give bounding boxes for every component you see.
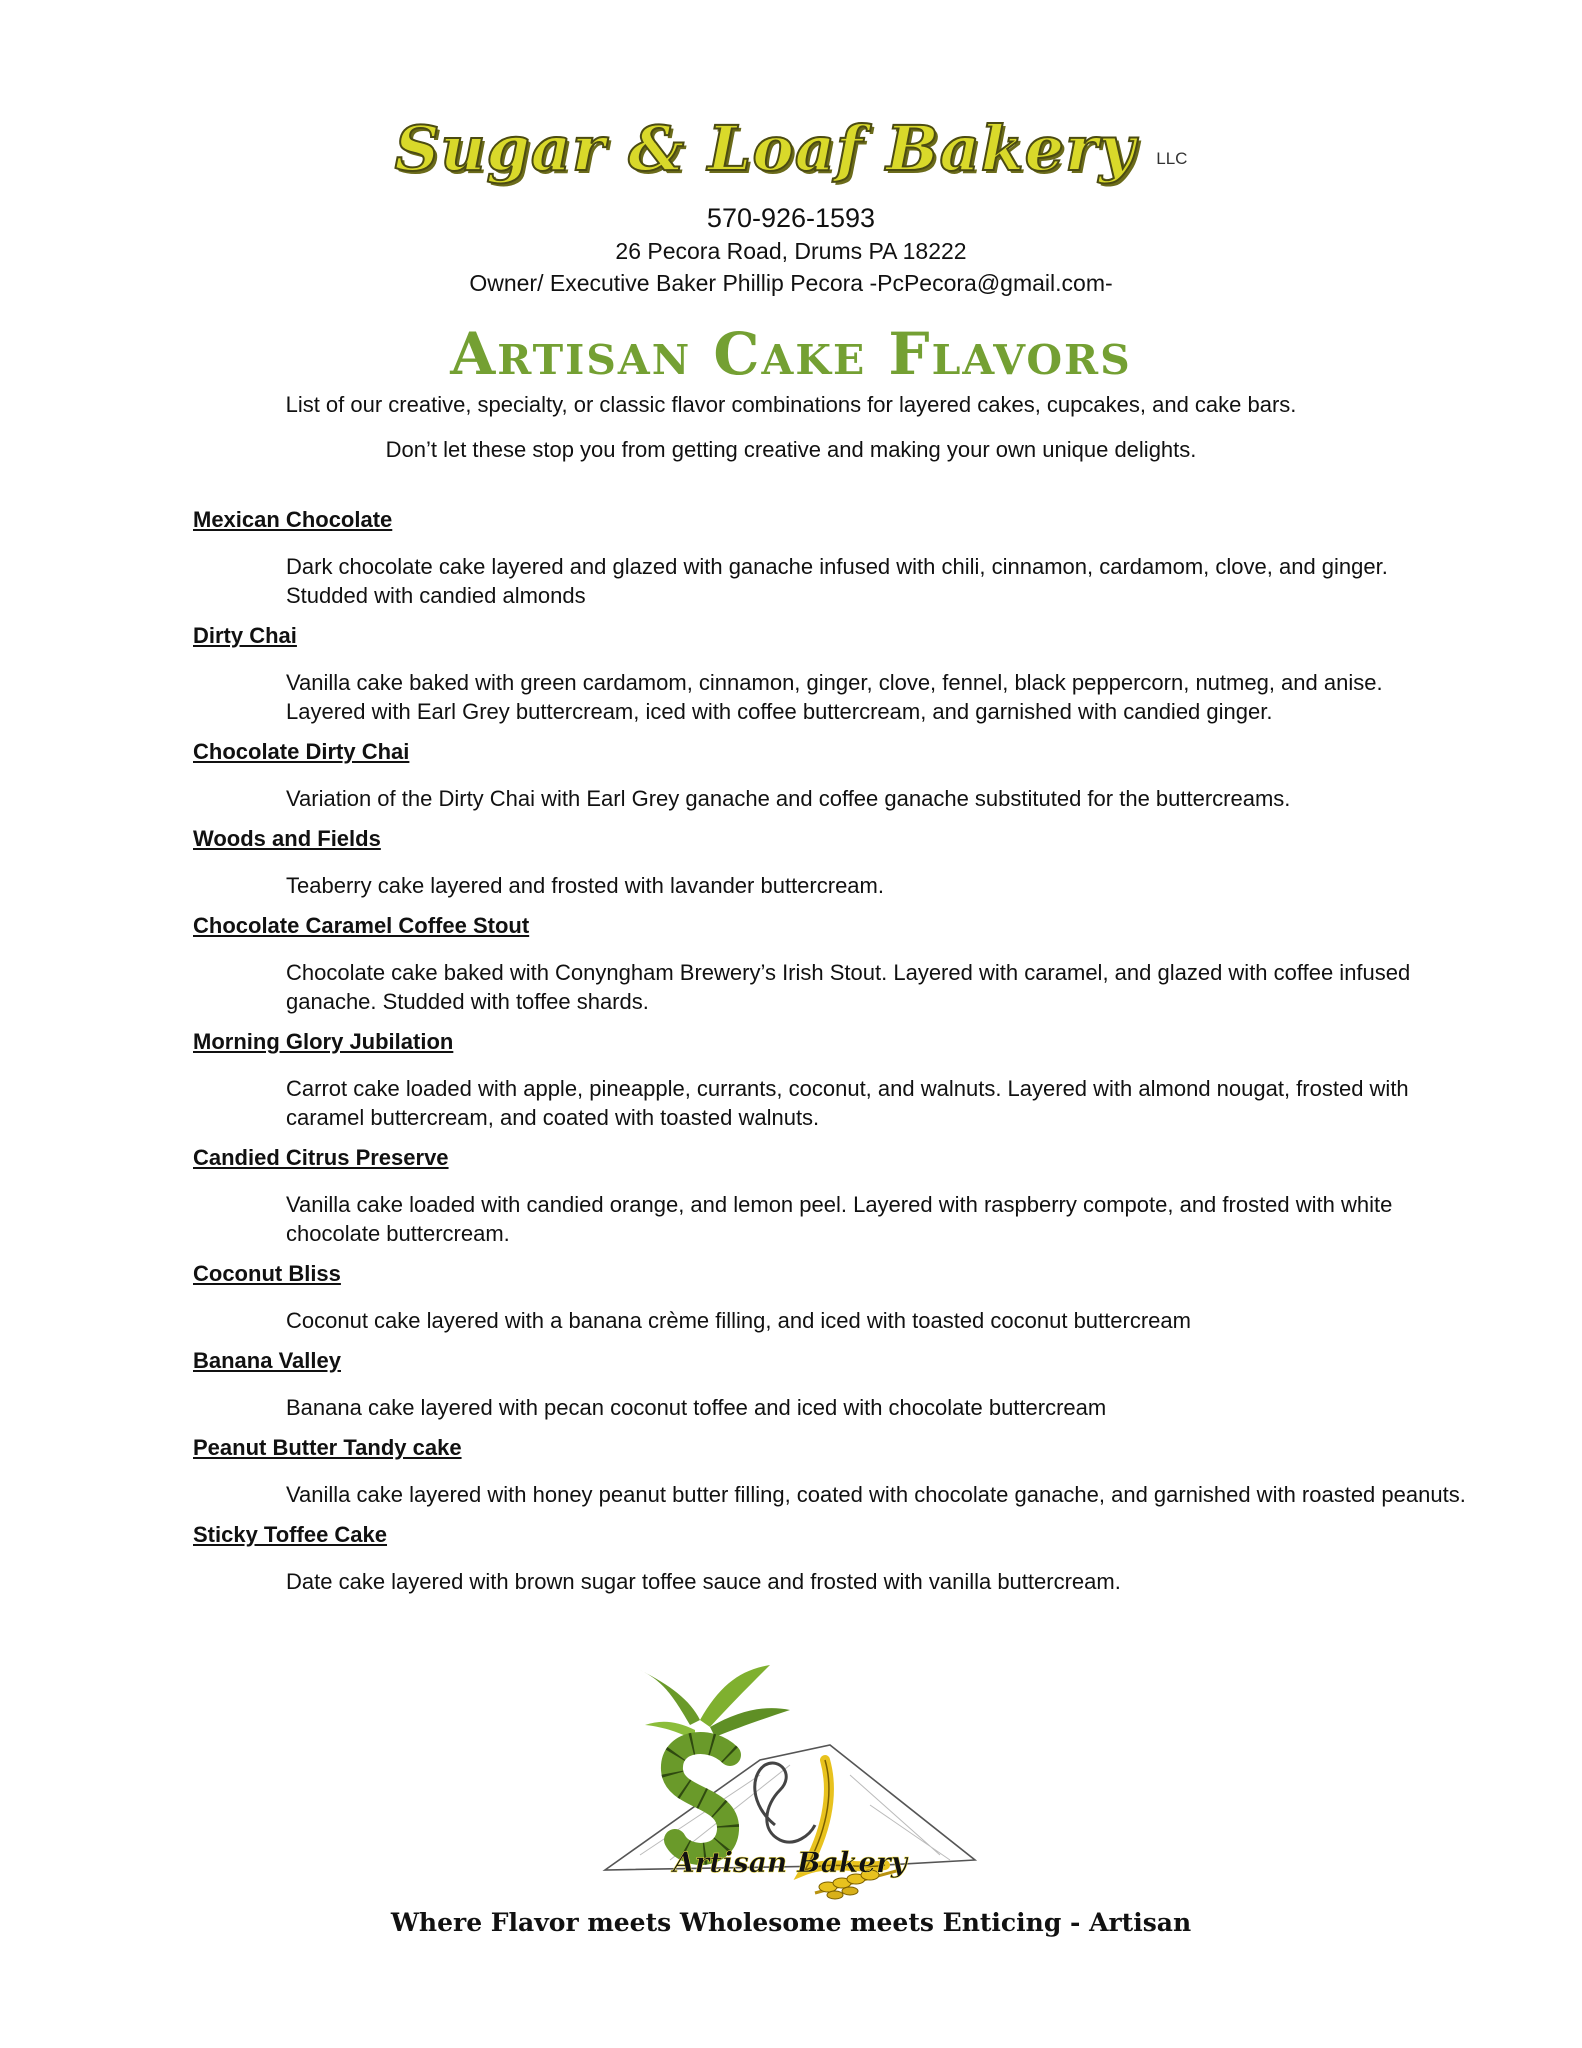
logo-caption: Artisan Bakery bbox=[672, 1846, 908, 1879]
intro-line-1: List of our creative, specialty, or classic flavor combinations for layered cakes, cupcakes, and cake bars. bbox=[285, 392, 1297, 417]
ampersand-outline bbox=[755, 1763, 815, 1842]
flavor-description: Dark chocolate cake layered and glazed with ganache infused with chili, cinnamon, cardamom, clove, and ginger. Studded with candied almonds bbox=[286, 554, 1388, 608]
flavor-name: Banana Valley bbox=[193, 1348, 341, 1373]
flavor-item bbox=[193, 1028, 1473, 1132]
flavor-item bbox=[193, 825, 1473, 900]
flavor-item bbox=[193, 1347, 1473, 1422]
flavor-description: Date cake layered with brown sugar toffee sauce and frosted with vanilla buttercream. bbox=[286, 1569, 1121, 1594]
flavor-item bbox=[193, 622, 1473, 726]
flavor-description: Teaberry cake layered and frosted with lavander buttercream. bbox=[286, 873, 884, 898]
page-title: Artisan Cake Flavors bbox=[450, 320, 1132, 388]
flavor-description: Banana cake layered with pecan coconut toffee and iced with chocolate buttercream bbox=[286, 1395, 1107, 1420]
phone-number: 570-926-1593 bbox=[706, 203, 876, 233]
flavor-name: Morning Glory Jubilation bbox=[193, 1029, 454, 1054]
flavor-name: Sticky Toffee Cake bbox=[193, 1522, 388, 1547]
flavor-item bbox=[193, 1434, 1473, 1509]
s-letter bbox=[672, 1743, 730, 1854]
flavor-description: Variation of the Dirty Chai with Earl Grey ganache and coffee ganache substituted for the buttercreams. bbox=[286, 786, 1291, 811]
flavor-description: Vanilla cake loaded with candied orange, and lemon peel. Layered with raspberry compote, and frosted with white chocolate buttercream. bbox=[286, 1192, 1393, 1246]
brand-name: Sugar & Loaf Bakery bbox=[394, 112, 1136, 185]
flavor-item bbox=[193, 738, 1473, 813]
flavor-item bbox=[193, 1521, 1473, 1596]
flavor-description: Carrot cake loaded with apple, pineapple, currants, coconut, and walnuts. Layered with almond nougat, frosted with caramel buttercream, and coated with toasted walnuts. bbox=[286, 1076, 1409, 1130]
flavor-item bbox=[193, 1144, 1473, 1248]
tagline: Where Flavor meets Wholesome meets Enticing - Artisan bbox=[390, 1908, 1192, 1937]
flavor-list bbox=[193, 506, 1473, 1608]
flavor-description: Vanilla cake baked with green cardamom, cinnamon, ginger, clove, fennel, black peppercorn, nutmeg, and anise. Layered with Earl Grey buttercream, iced with coffee buttercream, and garnished with candied ginger. bbox=[286, 670, 1383, 724]
flavor-name: Mexican Chocolate bbox=[193, 507, 393, 532]
flavor-name: Chocolate Dirty Chai bbox=[193, 739, 410, 764]
flavor-item bbox=[193, 912, 1473, 1016]
flavor-item bbox=[193, 1260, 1473, 1335]
intro-line-2: Don’t let these stop you from getting creative and making your own unique delights. bbox=[385, 437, 1197, 462]
brand-header bbox=[0, 112, 1582, 185]
brand-suffix: LLC bbox=[1156, 149, 1188, 168]
flavor-name: Peanut Butter Tandy cake bbox=[193, 1435, 462, 1460]
address: 26 Pecora Road, Drums PA 18222 bbox=[615, 238, 967, 264]
flavor-description: Coconut cake layered with a banana crème filling, and iced with toasted coconut buttercream bbox=[286, 1308, 1191, 1333]
flavor-name: Coconut Bliss bbox=[193, 1261, 341, 1286]
flavor-name: Woods and Fields bbox=[193, 826, 381, 851]
flavor-description: Vanilla cake layered with honey peanut butter filling, coated with chocolate ganache, and garnished with roasted peanuts. bbox=[286, 1482, 1466, 1507]
flavor-item bbox=[193, 506, 1473, 610]
owner-line: Owner/ Executive Baker Phillip Pecora -PcPecora@gmail.com- bbox=[469, 270, 1113, 296]
flavor-name: Dirty Chai bbox=[193, 623, 297, 648]
flavor-description: Chocolate cake baked with Conyngham Brewery’s Irish Stout. Layered with caramel, and glazed with coffee infused ganache. Studded with toffee shards. bbox=[286, 960, 1411, 1014]
flavor-name: Chocolate Caramel Coffee Stout bbox=[193, 913, 530, 938]
cane-leaf bbox=[640, 1670, 700, 1725]
flavor-name: Candied Citrus Preserve bbox=[193, 1145, 449, 1170]
